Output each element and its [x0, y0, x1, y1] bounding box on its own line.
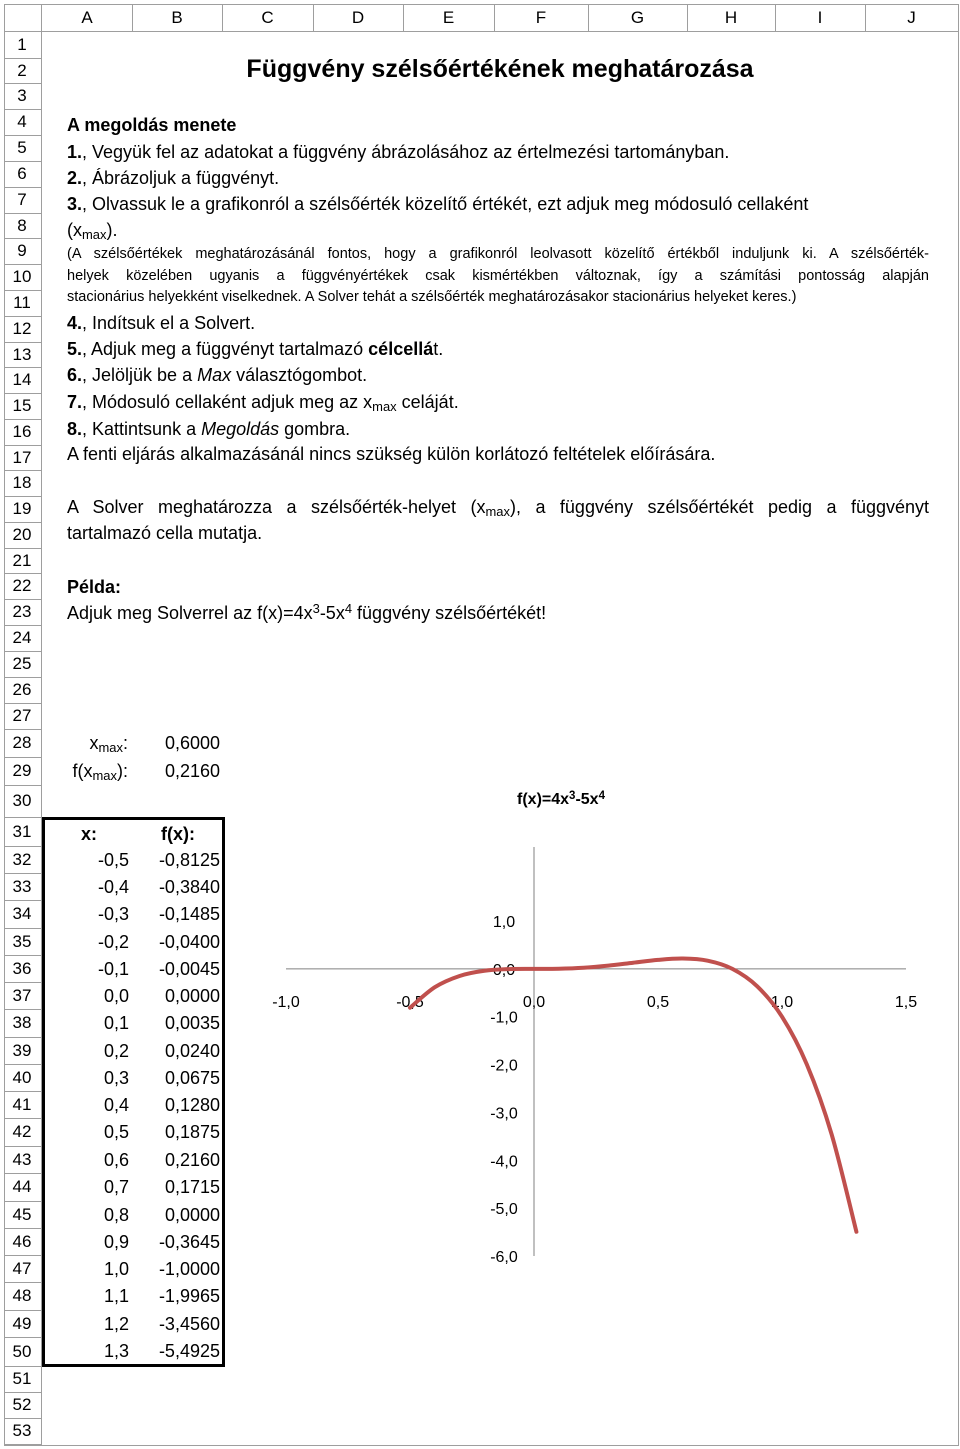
row-header[interactable]: 3 [17, 86, 27, 105]
table-cell-fx[interactable]: -1,9965 [158, 1286, 220, 1306]
row-header[interactable]: 33 [12, 877, 32, 896]
row-separator [4, 342, 41, 343]
row-header[interactable]: 13 [12, 345, 32, 364]
row-separator [4, 1282, 41, 1283]
row-header[interactable]: 44 [12, 1177, 32, 1196]
row-separator [4, 817, 41, 818]
column-separator [132, 4, 133, 31]
xmax-label: $x_{max}$: [89, 733, 128, 756]
table-cell-x[interactable]: 0,6 [103, 1150, 129, 1170]
table-cell-x[interactable]: 0,8 [103, 1205, 129, 1225]
row-header[interactable]: 31 [12, 822, 32, 841]
row-separator [4, 419, 41, 420]
table-cell-fx[interactable]: -1,0000 [158, 1259, 220, 1279]
step-3 [67, 193, 808, 215]
table-cell-x[interactable]: 0,3 [103, 1068, 129, 1088]
row-separator [4, 982, 41, 983]
step-1 [67, 141, 729, 163]
note-line-1: (A szélsőértékek meghatározásánál fontos, hogy a grafikonról leolvasott közelítő értékből induljunk ki. A szélsőérték- [67, 246, 929, 262]
column-header-e[interactable]: E [442, 8, 455, 27]
row-header[interactable]: 1 [17, 35, 27, 54]
row-separator [4, 757, 41, 758]
x-tick-label: -1,0 [272, 993, 300, 1011]
step-text: , Olvassuk le a grafikonról a szélsőérték közelítő értékét, ezt adjuk meg módosuló cellaként [82, 194, 809, 214]
xmax-value-cell[interactable]: 0,6000 [164, 733, 220, 753]
table-cell-x[interactable]: -0,4 [97, 877, 129, 897]
row-header[interactable]: 10 [12, 267, 32, 286]
table-cell-fx[interactable]: 0,0675 [164, 1068, 220, 1088]
row-separator [4, 1418, 41, 1419]
step-2 [67, 167, 279, 189]
row-separator [4, 316, 41, 317]
x-tick-label: 1,5 [894, 993, 918, 1011]
table-cell-x[interactable]: -0,5 [97, 850, 129, 870]
y-tick-label: -5,0 [490, 1201, 518, 1219]
table-cell-fx[interactable]: -0,0400 [158, 932, 220, 952]
sheet-border-bottom [4, 1445, 958, 1446]
row-header[interactable]: 18 [12, 473, 32, 492]
table-cell-x[interactable]: 1,0 [103, 1259, 129, 1279]
row-header[interactable]: 30 [12, 791, 32, 810]
row-separator [4, 900, 41, 901]
column-separator [588, 4, 589, 31]
table-cell-fx[interactable]: -3,4560 [158, 1314, 220, 1334]
column-header-f[interactable]: F [535, 8, 547, 27]
table-cell-x[interactable]: 0,5 [103, 1122, 129, 1142]
data-table [42, 817, 225, 1367]
row-separator [4, 264, 41, 265]
row-separator [4, 83, 41, 84]
row-header[interactable]: 8 [17, 216, 27, 235]
step-7: 7., Módosuló cellaként adjuk meg az $x_{max}$ celáját. [67, 392, 459, 415]
row-separator [4, 1337, 41, 1338]
table-cell-x[interactable]: 0,7 [103, 1177, 129, 1197]
table-cell-x[interactable]: 1,3 [103, 1341, 129, 1361]
table-cell-fx[interactable]: -0,0045 [158, 959, 220, 979]
steps-heading: A megoldás menete [67, 115, 237, 135]
step-number: 6. [67, 365, 83, 385]
page-title: Függvény szélsőértékének meghatározása [246, 55, 754, 83]
row-separator [4, 290, 41, 291]
header-divider [4, 31, 958, 32]
y-tick-label: 0,0 [492, 961, 516, 979]
row-header[interactable]: 6 [17, 164, 27, 183]
step-number: 4. [67, 313, 83, 333]
row-header[interactable]: 23 [12, 602, 32, 621]
sheet-border-top [4, 4, 958, 5]
row-header[interactable]: 38 [12, 1013, 32, 1032]
column-separator [494, 4, 495, 31]
column-header-j[interactable]: J [907, 8, 916, 27]
row-separator [4, 1146, 41, 1147]
table-cell-x[interactable]: 1,1 [103, 1286, 129, 1306]
table-cell-x[interactable]: 0,2 [103, 1041, 129, 1061]
row-separator [4, 161, 41, 162]
row-separator [4, 928, 41, 929]
table-cell-fx[interactable]: 0,1280 [164, 1095, 220, 1115]
row-separator [4, 599, 41, 600]
table-header-x: x: [80, 824, 97, 844]
step-3-continued: $(x_{max})$. [67, 220, 118, 243]
table-cell-fx[interactable]: -0,1485 [158, 904, 220, 924]
row-separator [4, 1037, 41, 1038]
row-separator [4, 873, 41, 874]
row-separator [4, 573, 41, 574]
row-header[interactable]: 17 [12, 448, 32, 467]
table-cell-fx[interactable]: 0,0240 [164, 1041, 220, 1061]
row-header[interactable]: 47 [12, 1259, 32, 1278]
table-cell-fx[interactable]: 0,0000 [164, 986, 220, 1006]
column-separator [687, 4, 688, 31]
row-header[interactable]: 26 [12, 680, 32, 699]
row-header[interactable]: 5 [17, 138, 27, 157]
column-header-d[interactable]: D [351, 8, 365, 27]
row-header[interactable]: 9 [17, 241, 27, 260]
row-header[interactable]: 22 [12, 576, 32, 595]
row-header[interactable]: 7 [17, 190, 27, 209]
table-cell-x[interactable]: 0,0 [103, 986, 129, 1006]
row-header[interactable]: 43 [12, 1150, 32, 1169]
table-cell-fx[interactable]: 0,0035 [164, 1013, 220, 1033]
row-separator [4, 238, 41, 239]
row-header[interactable]: 29 [12, 761, 32, 780]
step-number: 2. [67, 168, 83, 188]
row-header[interactable]: 53 [12, 1421, 32, 1440]
table-cell-fx[interactable]: 0,1875 [164, 1122, 220, 1142]
row-header[interactable]: 45 [12, 1205, 32, 1224]
y-tick-label: -2,0 [490, 1057, 518, 1075]
row-separator [4, 367, 41, 368]
note-line-3: stacionárius helyekként viselkednek. A Solver tehát a szélsőérték meghatározásakor stacionárius helyeket keres.) [67, 289, 797, 305]
table-cell-x[interactable]: -0,2 [97, 932, 129, 952]
row-header[interactable]: 14 [12, 370, 32, 389]
row-header[interactable]: 40 [12, 1068, 32, 1087]
column-header-i[interactable]: I [817, 8, 823, 27]
column-header-c[interactable]: C [261, 8, 274, 27]
row-header[interactable]: 15 [12, 396, 32, 415]
row-header[interactable]: 42 [12, 1122, 32, 1141]
note-line-2: helyek közelében ugyanis a függvényértékek csak kismértékben változnak, így a számítási pontosság alapján [67, 268, 929, 284]
fxmax-value-cell[interactable]: 0,2160 [164, 761, 220, 781]
step-number: 3. [67, 194, 83, 214]
row-separator [4, 1064, 41, 1065]
row-separator [4, 496, 41, 497]
column-separator [865, 4, 866, 31]
x-tick-label: 1,0 [770, 993, 794, 1011]
row-separator [4, 548, 41, 549]
step-number: 1. [67, 142, 83, 162]
chart-plot [226, 785, 960, 1385]
step-text: , Vegyük fel az adatokat a függvény ábrázolásához az értelmezési tartományban. [82, 142, 730, 162]
row-separator [4, 625, 41, 626]
table-header-fx: f(x): [161, 824, 195, 844]
x-tick-label: 0,5 [646, 993, 670, 1011]
row-header[interactable]: 51 [12, 1369, 32, 1388]
row-separator [4, 522, 41, 523]
solver-explanation-line-1: A Solver meghatározza a szélsőérték-helyet $(x_{max})$, a függvény szélsőértékét pedig a függvényt [67, 497, 929, 520]
table-cell-x[interactable]: -0,3 [97, 904, 129, 924]
row-header[interactable]: 34 [12, 904, 32, 923]
row-separator [4, 846, 41, 847]
row-header[interactable]: 21 [12, 551, 32, 570]
row-separator [4, 445, 41, 446]
row-separator [4, 1444, 41, 1445]
row-header[interactable]: 39 [12, 1041, 32, 1060]
row-separator [4, 1091, 41, 1092]
row-separator [4, 1255, 41, 1256]
column-separator [775, 4, 776, 31]
column-header-a[interactable]: A [81, 8, 93, 27]
row-header[interactable]: 49 [12, 1314, 32, 1333]
fxmax-label: $f(x_{max})$: [72, 761, 128, 784]
step-text: , Indítsuk el a Solvert. [82, 313, 256, 333]
y-tick-label: -6,0 [490, 1249, 518, 1266]
column-separator [222, 4, 223, 31]
row-separator [4, 109, 41, 110]
row-header[interactable]: 32 [12, 850, 32, 869]
row-separator [4, 1201, 41, 1202]
step-4 [67, 312, 255, 334]
table-cell-fx[interactable]: 0,2160 [164, 1150, 220, 1170]
column-header-b[interactable]: B [171, 8, 183, 27]
row-header[interactable]: 41 [12, 1095, 32, 1114]
row-separator [4, 677, 41, 678]
row-header[interactable]: 50 [12, 1342, 32, 1361]
table-cell-fx[interactable]: -0,8125 [158, 850, 220, 870]
step-number: 5. [67, 339, 83, 359]
table-cell-fx[interactable]: -0,3840 [158, 877, 220, 897]
row-separator [4, 1009, 41, 1010]
table-cell-x[interactable]: 0,9 [103, 1232, 129, 1252]
row-header[interactable]: 52 [12, 1395, 32, 1414]
table-cell-fx[interactable]: 0,0000 [164, 1205, 220, 1225]
y-tick-label: -3,0 [490, 1105, 518, 1123]
y-tick-label: -4,0 [490, 1153, 518, 1171]
row-header[interactable]: 11 [13, 293, 31, 312]
x-tick-label: -0,5 [396, 993, 424, 1011]
row-header[interactable]: 20 [12, 525, 32, 544]
chart[interactable] [226, 785, 960, 1385]
row-separator [4, 1118, 41, 1119]
row-separator [4, 1310, 41, 1311]
step-8: 8., Kattintsunk a Megoldás gombra. [67, 419, 351, 439]
row-header[interactable]: 24 [12, 628, 32, 647]
example-text: Adjuk meg Solverrel az $f(x)=4x^3-5x^4$ függvény szélsőértékét! [67, 601, 547, 623]
step-text: , Ábrázoljuk a függvényt. [82, 168, 280, 188]
row-header[interactable]: 28 [12, 733, 32, 752]
row-header[interactable]: 46 [12, 1232, 32, 1251]
y-tick-label: -1,0 [490, 1009, 518, 1027]
column-separator [313, 4, 314, 31]
row-separator [4, 651, 41, 652]
row-separator [4, 135, 41, 136]
step-number: 8. [67, 419, 83, 439]
table-cell-x[interactable]: -0,1 [97, 959, 129, 979]
row-separator [4, 393, 41, 394]
table-cell-x[interactable]: 0,4 [103, 1095, 129, 1115]
row-separator [4, 470, 41, 471]
row-header[interactable]: 48 [12, 1286, 32, 1305]
step-5: 5., Adjuk meg a függvényt tartalmazó célcellát. [67, 339, 444, 359]
y-tick-label: 1,0 [492, 914, 516, 931]
table-cell-fx[interactable]: -0,3645 [158, 1232, 220, 1252]
row-separator [4, 1392, 41, 1393]
row-separator [4, 1366, 41, 1367]
table-cell-fx[interactable]: -5,4925 [158, 1341, 220, 1361]
row-header[interactable]: 36 [12, 959, 32, 978]
example-heading: Példa: [67, 577, 122, 597]
row-separator [4, 213, 41, 214]
column-header-g[interactable]: G [630, 8, 645, 27]
row-separator [4, 187, 41, 188]
row-separator [4, 729, 41, 730]
x-tick-label: 0,0 [522, 993, 546, 1011]
table-cell-fx[interactable]: 0,1715 [164, 1177, 220, 1197]
column-separator [403, 4, 404, 31]
sheet-border-left [4, 4, 5, 1446]
chart-title: $f(x)=4x^3-5x^4$ [517, 789, 605, 808]
step-6: 6., Jelöljük be a Max választógombot. [67, 365, 368, 385]
row-separator [4, 703, 41, 704]
row-header[interactable]: 19 [12, 499, 32, 518]
row-separator [4, 785, 41, 786]
procedure-note: A fenti eljárás alkalmazásánál nincs szükség külön korlátozó feltételek előírására. [67, 444, 716, 464]
table-cell-x[interactable]: 0,1 [103, 1013, 129, 1033]
row-header[interactable]: 12 [12, 319, 32, 338]
solver-explanation-line-2: tartalmazó cella mutatja. [67, 523, 263, 543]
row-header[interactable]: 27 [12, 706, 32, 725]
row-separator [4, 1228, 41, 1229]
row-header[interactable]: 4 [17, 112, 27, 131]
row-header[interactable]: 2 [17, 61, 27, 80]
row-header[interactable]: 37 [12, 986, 32, 1005]
row-separator [4, 955, 41, 956]
table-cell-x[interactable]: 1,2 [103, 1314, 129, 1334]
row-header[interactable]: 25 [12, 654, 32, 673]
row-separator [4, 1173, 41, 1174]
row-header[interactable]: 35 [12, 932, 32, 951]
row-header[interactable]: 16 [12, 422, 32, 441]
step-number: 7. [67, 392, 83, 412]
column-header-h[interactable]: H [724, 8, 738, 27]
